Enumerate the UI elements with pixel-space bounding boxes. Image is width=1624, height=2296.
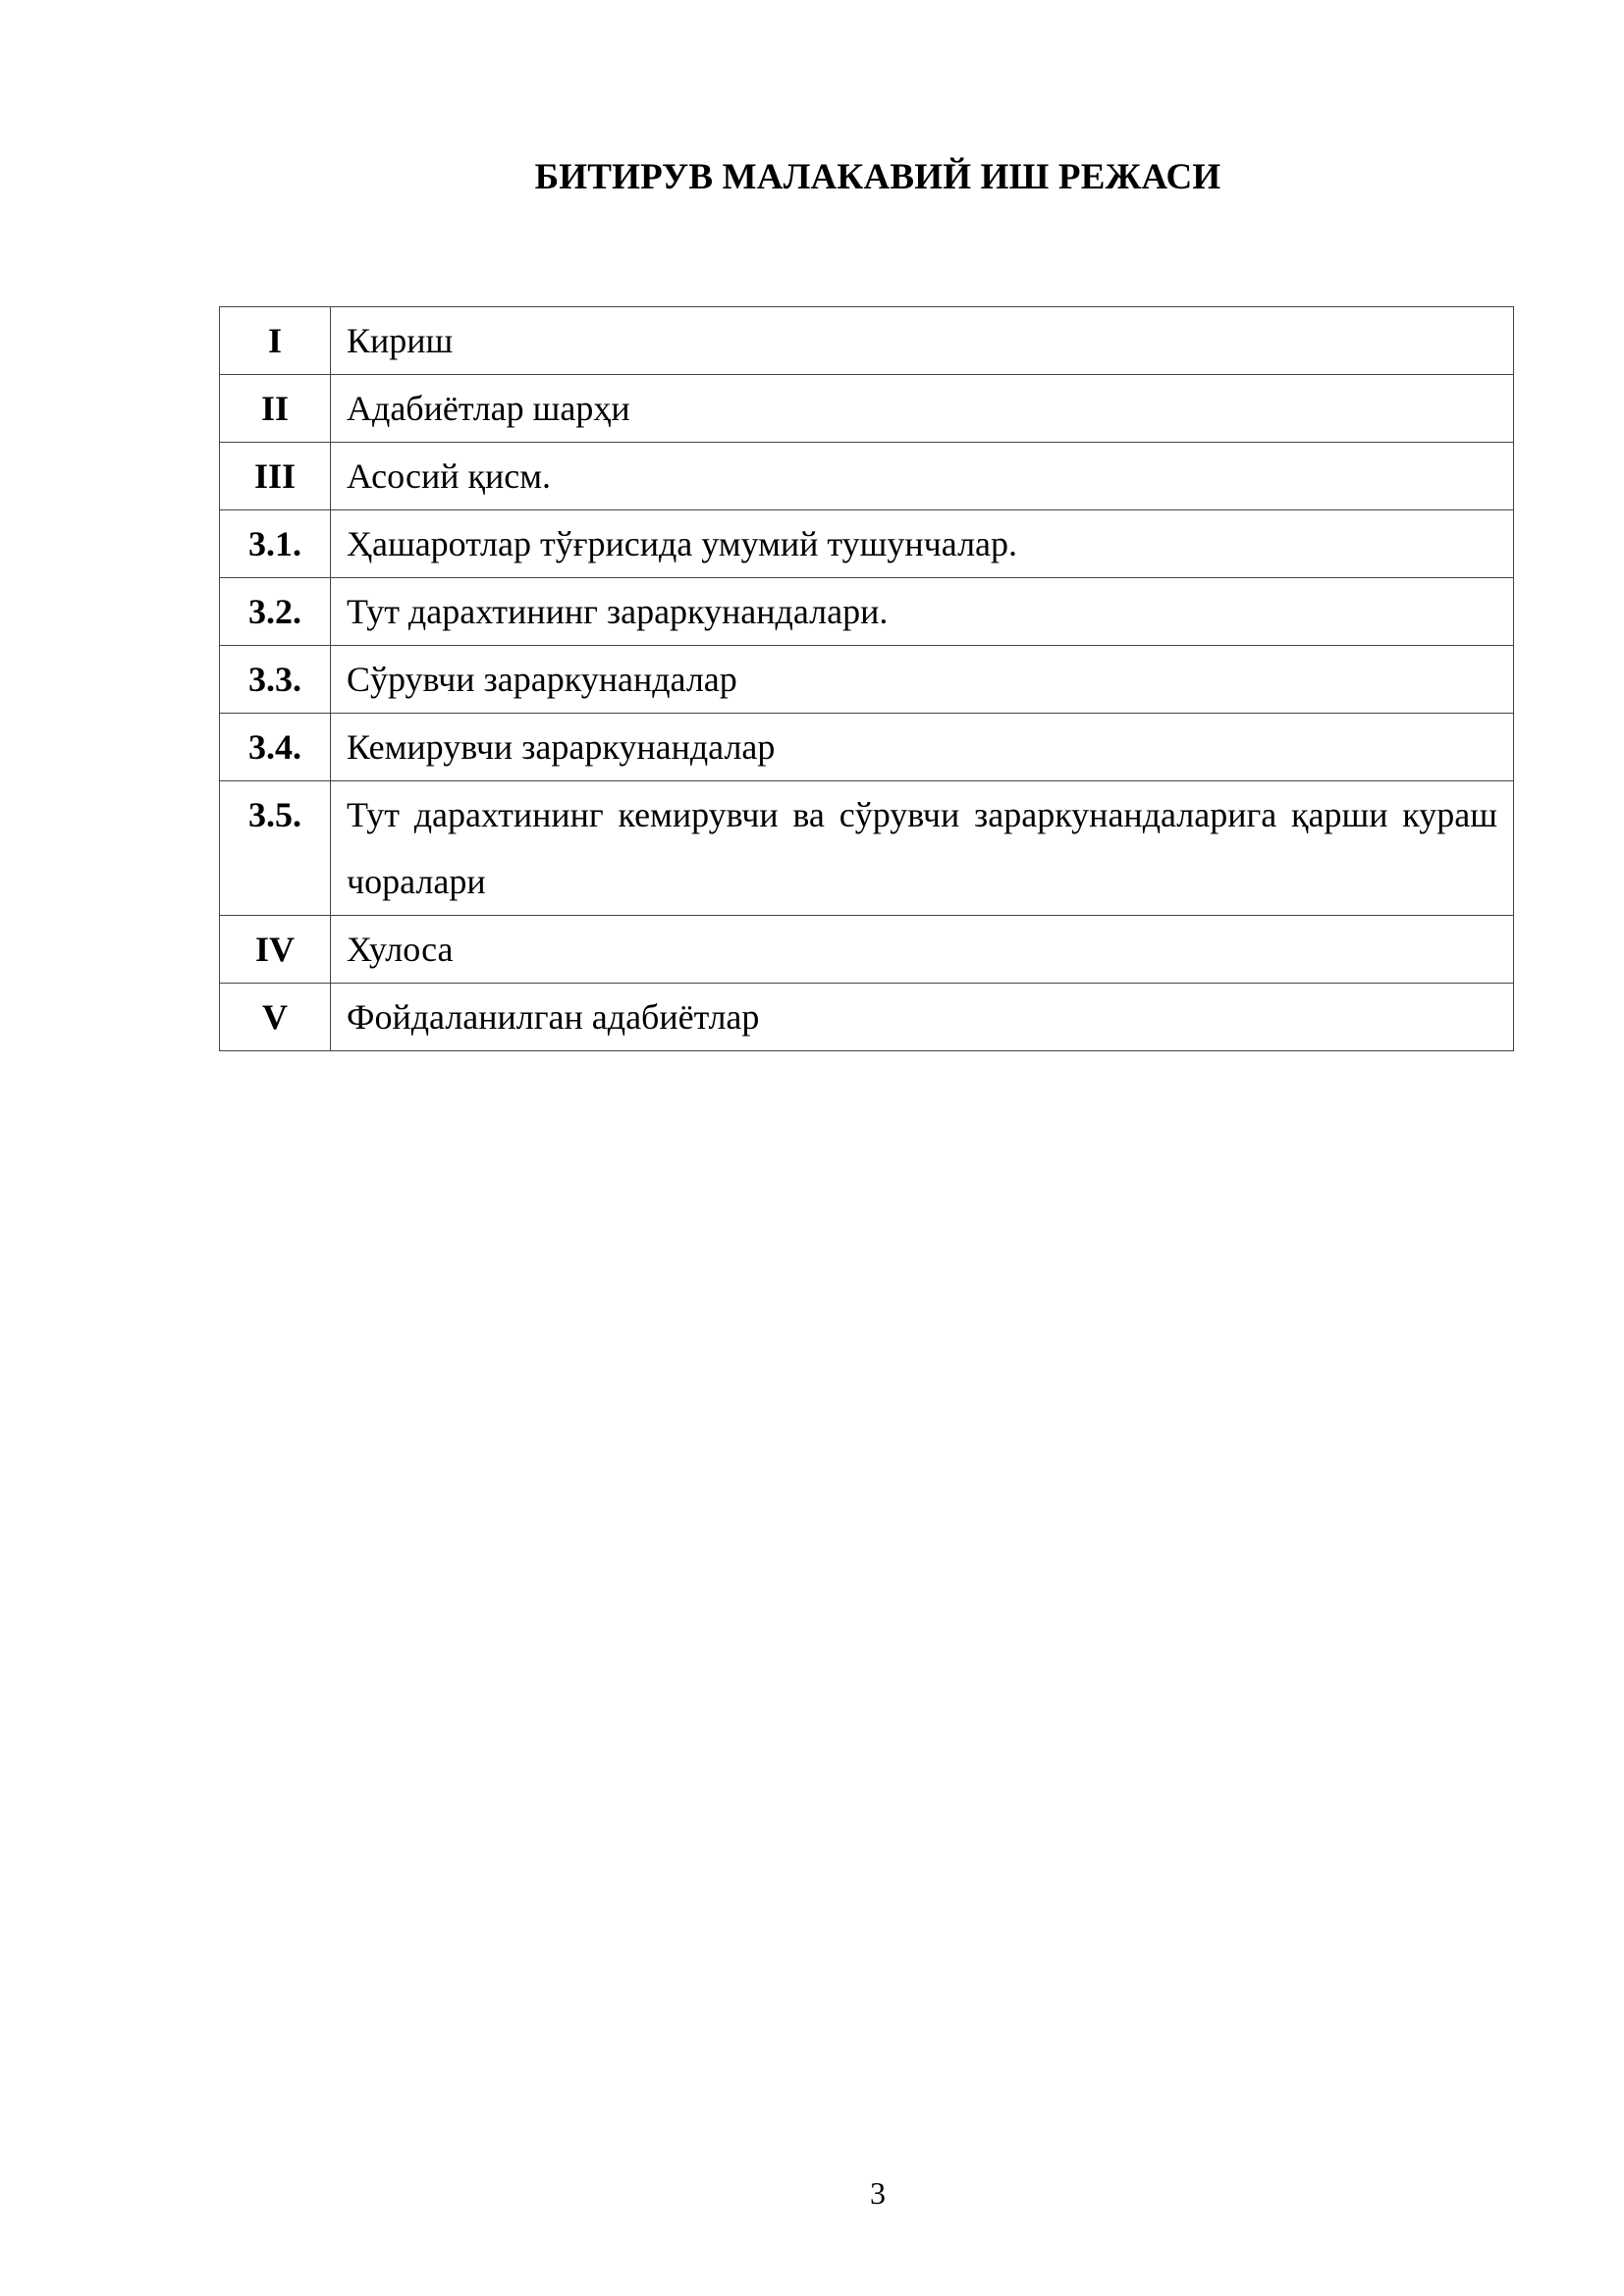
table-row [220, 375, 1514, 443]
table-row [220, 307, 1514, 375]
page-title: БИТИРУВ МАЛАКАВИЙ ИШ РЕЖАСИ [534, 157, 1221, 197]
row-number: 3.2. [220, 578, 331, 646]
row-title: Тут дарахтининг зараркунандалари. [331, 578, 1514, 646]
table-row [220, 714, 1514, 781]
row-title: Кемирувчи зараркунандалар [331, 714, 1514, 781]
row-number: I [220, 307, 331, 375]
row-title: Ҳашаротлар тўғрисида умумий тушунчалар. [331, 510, 1514, 578]
row-title: Сўрувчи зараркунандалар [331, 646, 1514, 714]
table-row [220, 646, 1514, 714]
table-row [220, 781, 1514, 916]
row-title: Хулоса [331, 916, 1514, 984]
table-row [220, 578, 1514, 646]
table-row [220, 984, 1514, 1051]
row-title: Тут дарахтининг кемирувчи ва сўрувчи зараркунандаларига қарши кураш чоралари [331, 781, 1514, 916]
page-number: 3 [870, 2175, 886, 2211]
row-title: Кириш [331, 307, 1514, 375]
row-number: III [220, 443, 331, 510]
row-title: Асосий қисм. [331, 443, 1514, 510]
row-number: II [220, 375, 331, 443]
table-row [220, 916, 1514, 984]
table-row [220, 443, 1514, 510]
row-number: V [220, 984, 331, 1051]
row-number: 3.5. [220, 781, 331, 916]
plan-table [219, 306, 1514, 1051]
row-number: 3.3. [220, 646, 331, 714]
row-title: Адабиётлар шарҳи [331, 375, 1514, 443]
row-title: Фойдаланилган адабиётлар [331, 984, 1514, 1051]
row-number: 3.1. [220, 510, 331, 578]
row-number: IV [220, 916, 331, 984]
table-row [220, 510, 1514, 578]
row-number: 3.4. [220, 714, 331, 781]
